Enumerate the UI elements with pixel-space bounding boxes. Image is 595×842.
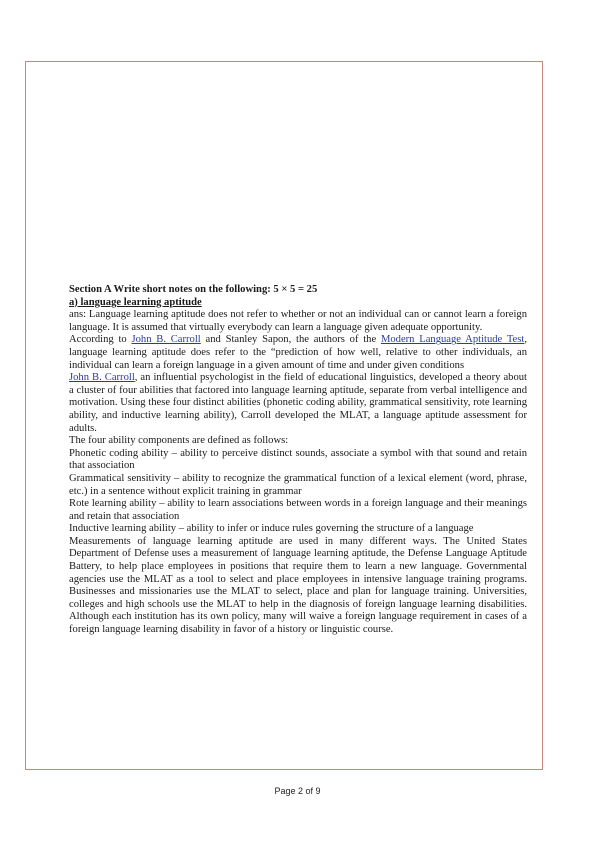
text-fragment: , language learning aptitude does refer to the “prediction of how well, relative to other individuals, an individual can learn a foreign language in a given amount of time and under given conditions — [69, 334, 527, 371]
paragraph-answer: ans: Language learning aptitude does not refer to whether or not an individual can or cannot learn a foreign language. It is assumed that virtually everybody can learn a language given adequate opportunity. — [69, 309, 527, 333]
page-number: Page 2 of 9 — [274, 786, 321, 796]
paragraph-rote-learning: Rote learning ability – ability to learn associations between words in a foreign language and their meanings and retain that association — [69, 498, 527, 522]
link-john-b-carroll-2[interactable]: John B. Carroll — [69, 372, 135, 384]
paragraph-grammatical-sensitivity: Grammatical sensitivity – ability to recognize the grammatical function of a lexical element (word, phrase, etc.) in a sentence without explicit training in grammar — [69, 472, 527, 497]
paragraph-measurements: Measurements of language learning aptitude are used in many different ways. The United States Department of Defense uses a measurement of language learning aptitude, the Defense Language Aptitude Battery, to help place employees in positions that require them to learn a new language. Governmental agencies use the MLAT as a tool to select and place employees in intensive language training programs. Businesses and missionaries use the MLAT to select, place and plan for language training. Universities, colleges and high schools use the MLAT to help in the diagnosis of foreign language learning disabilities. Although each institution has its own policy, many will waive a foreign language requirement in cases of a foreign language learning disability in favor of a history or linguistic course. — [69, 535, 527, 636]
paragraph-carroll-theory — [69, 372, 527, 435]
paragraph-phonetic-coding: Phonetic coding ability – ability to perceive distinct sounds, associate a symbol with that sound and retain that association — [69, 447, 527, 472]
subheading: a) language learning aptitude — [69, 296, 202, 308]
link-modern-language-aptitude-test[interactable]: Modern Language Aptitude Test — [380, 334, 525, 346]
document-body — [69, 284, 527, 637]
paragraph-carroll-sapon — [69, 334, 527, 372]
paragraph-inductive-learning: Inductive learning ability – ability to infer or induce rules governing the structure of a language — [69, 523, 474, 535]
link-john-b-carroll[interactable]: John B. Carroll — [131, 334, 201, 346]
text-fragment: and Stanley Sapon, the authors of the — [200, 334, 381, 346]
paragraph-components-intro: The four ability components are defined as follows: — [69, 435, 289, 447]
text-fragment: , an influential psychologist in the field of educational linguistics, developed a theory about a cluster of four abilities that factored into language learning aptitude, separate from verbal intelligence and motivation. Using these four distinct abilities (phonetic coding ability, grammatical sensitivity, rote learning ability, and inductive learning ability), Carroll developed the MLAT, a language aptitude assessment for adults. — [69, 372, 527, 434]
section-heading: Section A Write short notes on the following: 5 × 5 = 25 — [69, 284, 318, 295]
text-fragment: According to — [69, 334, 132, 346]
